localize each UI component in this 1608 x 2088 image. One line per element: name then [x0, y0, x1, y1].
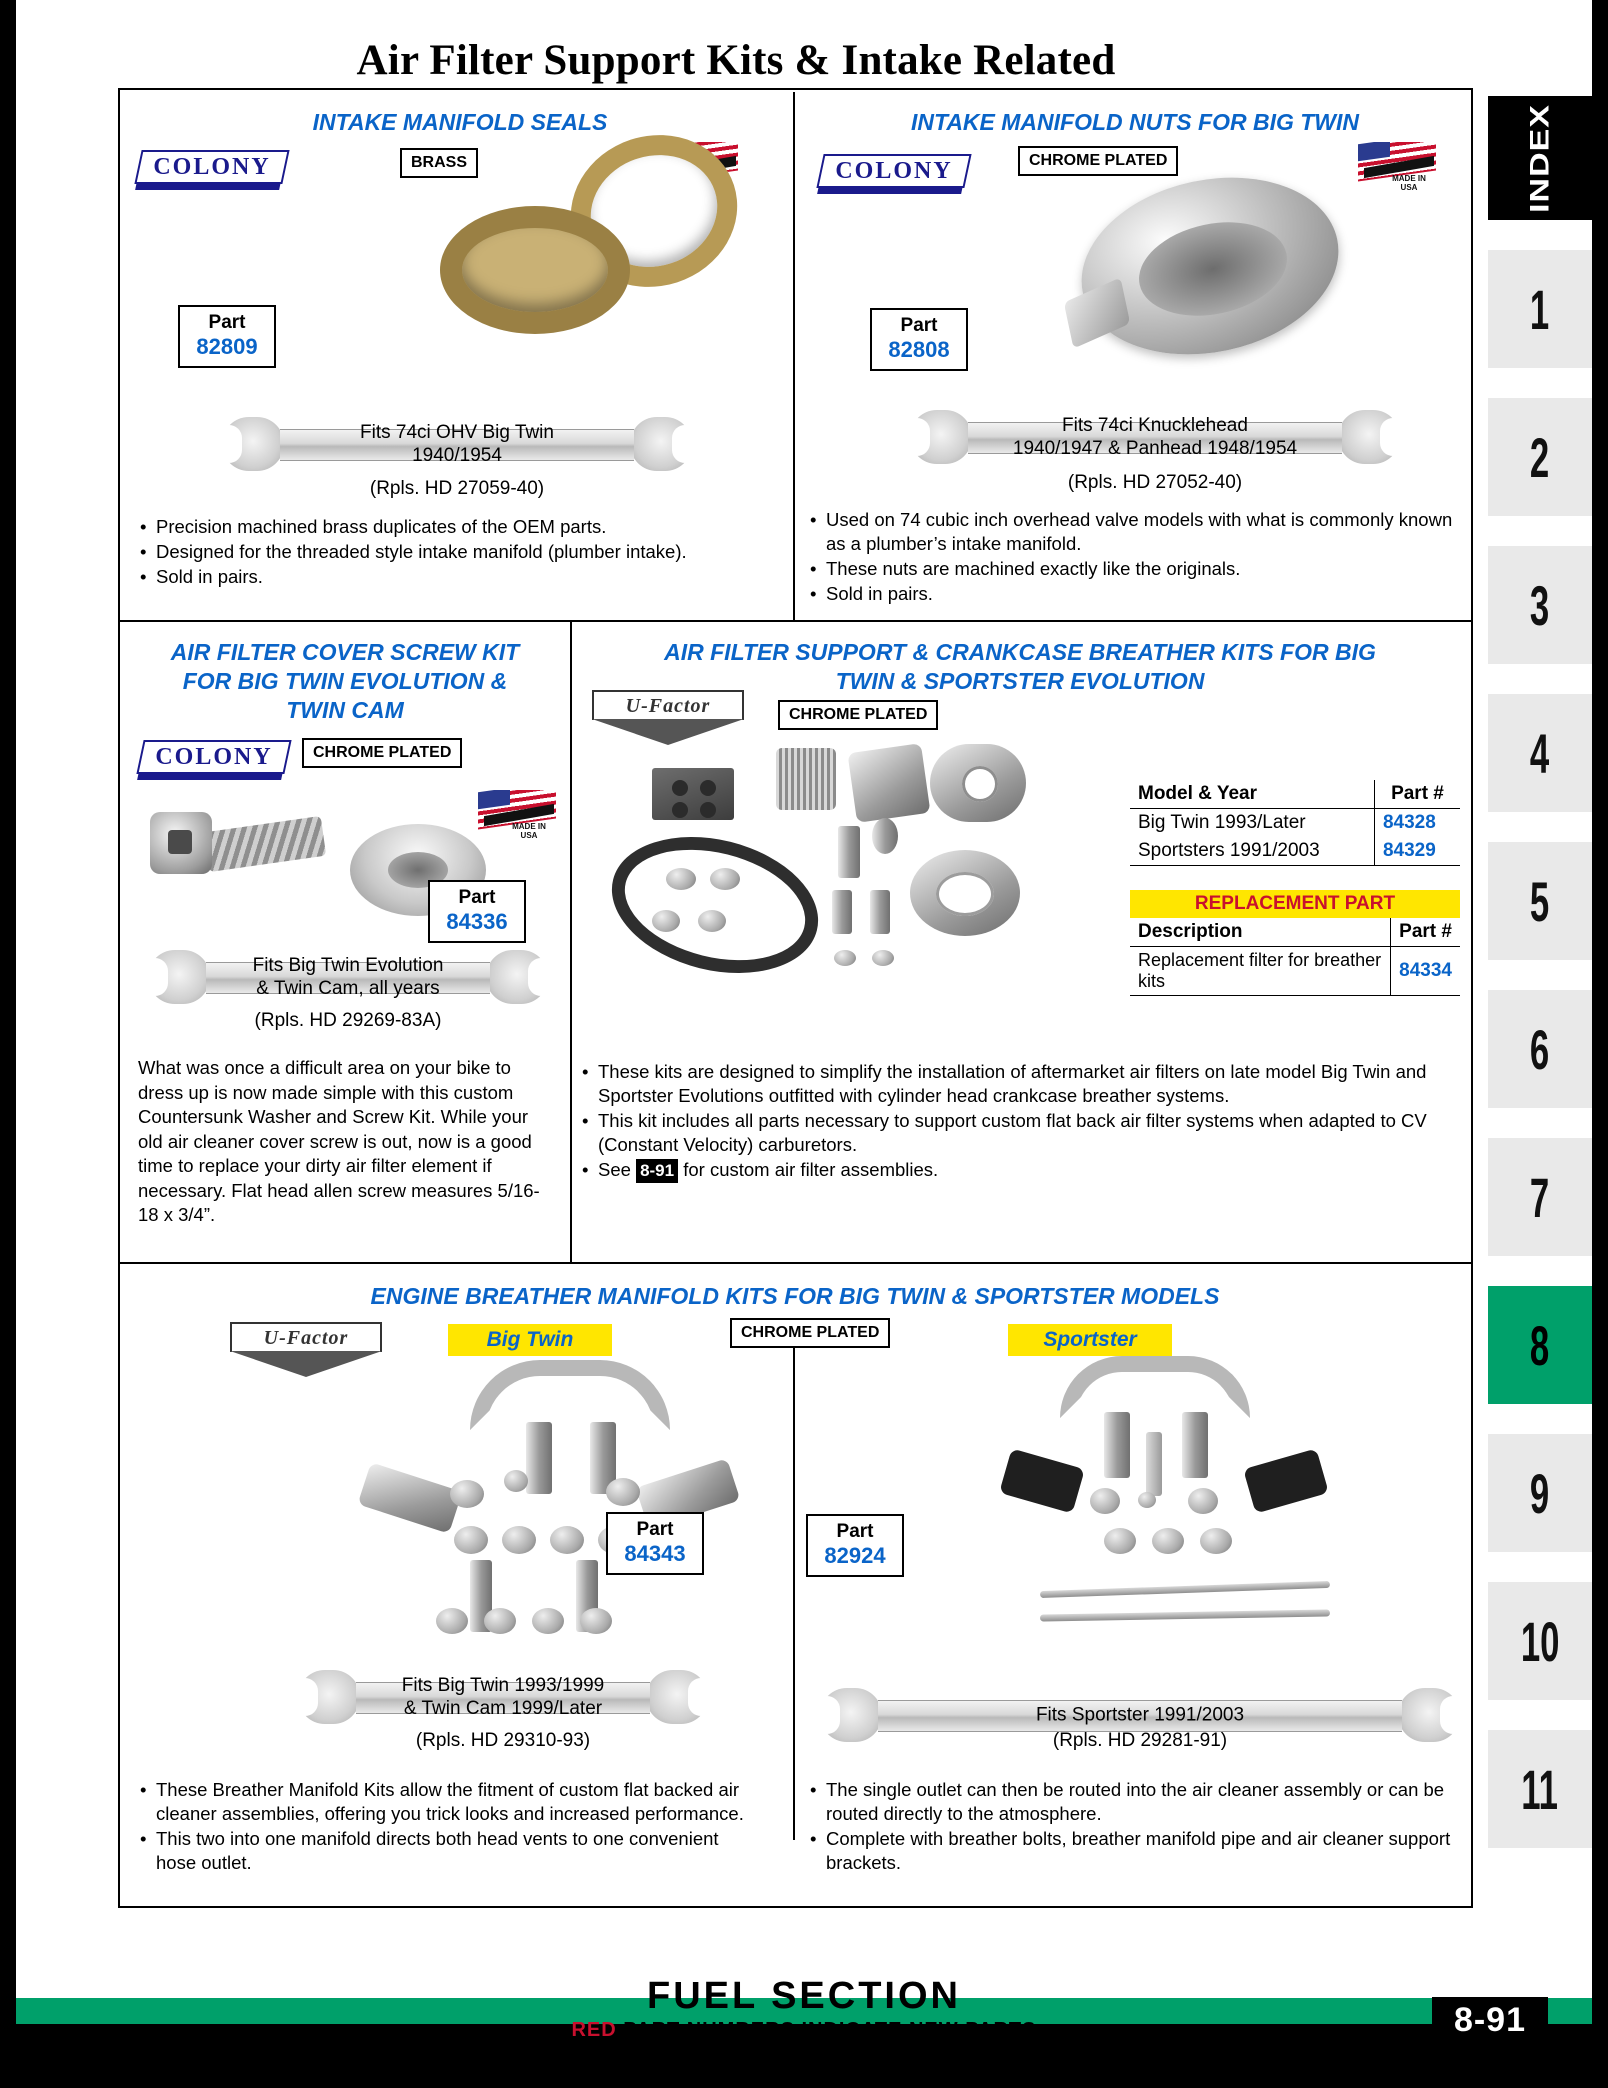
fitment-banner-nuts — [910, 408, 1400, 466]
fitment-text: Fits Sportster 1991/2003 — [1035, 1704, 1245, 1726]
index-rail — [1488, 96, 1592, 1896]
index-tab-label: 11 — [1521, 1757, 1559, 1821]
page-title: Air Filter Support Kits & Intake Related — [356, 37, 1116, 84]
col-header-part-number: Part # — [1391, 918, 1460, 947]
col-header-model-year: Model & Year — [1138, 783, 1257, 804]
index-tab-label: 2 — [1530, 425, 1550, 489]
bullets-support-breather-kits — [582, 1060, 1462, 1184]
gasket-plate — [652, 768, 734, 820]
table-row — [1130, 809, 1460, 838]
table-row — [1130, 947, 1460, 996]
bullet-item-see-ref — [582, 1158, 1462, 1183]
title-line-1: AIR FILTER COVER SCREW KIT — [170, 639, 520, 665]
content-frame — [118, 88, 1473, 1908]
part-label: Part — [458, 887, 496, 908]
cell-model-year: Big Twin 1993/Later — [1138, 812, 1306, 833]
tag-big-twin: Big Twin — [448, 1324, 612, 1356]
bullet-item: • These Breather Manifold Kits allow the fitment of custom flat backed air cleaner assemblies, offering you trick looks and increased performance. — [140, 1778, 760, 1826]
part-box-82924 — [806, 1514, 904, 1577]
fitment-line-1: Fits Big Twin 1993/1999 — [401, 1675, 605, 1696]
divider-vertical-middle — [570, 622, 572, 1262]
section-title-intake-manifold-seals: INTAKE MANIFOLD SEALS — [312, 109, 608, 135]
colony-logo-text: COLONY — [835, 157, 953, 184]
cell-part-number: 84328 — [1374, 809, 1460, 838]
fitment-banner-seals — [222, 415, 692, 473]
bullet-item: • These nuts are machined exactly like the originals. — [810, 557, 1460, 581]
fitment-line-2: & Twin Cam, all years — [256, 978, 440, 999]
index-tab-label: 5 — [1530, 869, 1550, 933]
fitment-text — [188, 954, 508, 1000]
breather-bolt-left — [1104, 1412, 1130, 1478]
part-number: 84336 — [446, 909, 508, 934]
breather-bolt-left — [526, 1422, 552, 1494]
brass-ring-front — [440, 206, 630, 334]
colony-logo-text: COLONY — [153, 153, 271, 180]
col-header-part-number: Part # — [1374, 780, 1460, 809]
bullet-item: • Precision machined brass duplicates of the OEM parts. — [140, 515, 780, 539]
bullet-item: • The single outlet can then be routed into the air cleaner assembly or can be routed directly to the atmosphere. — [810, 1778, 1460, 1826]
product-image-support-breather-kit — [580, 740, 1140, 1070]
support-bracket-a — [847, 743, 930, 823]
divider-horizontal-2 — [120, 1262, 1471, 1264]
cell-description: Replacement filter for breather kits — [1138, 950, 1382, 991]
page-number: 8-91 — [1432, 1997, 1548, 2044]
bullets-big-twin — [140, 1778, 760, 1876]
part-label: Part — [836, 1521, 874, 1542]
index-tab-10[interactable] — [1488, 1582, 1592, 1700]
index-tab-1[interactable] — [1488, 250, 1592, 368]
part-box-84336 — [428, 880, 526, 943]
badge-chrome-plated-support-kits: CHROME PLATED — [778, 700, 938, 730]
manifold-pipe — [470, 1360, 670, 1430]
bullets-seals — [140, 515, 780, 590]
support-bracket-right — [1243, 1448, 1329, 1513]
fitment-line-2: 1940/1947 & Panhead 1948/1954 — [1012, 438, 1298, 459]
part-box-82809 — [178, 305, 276, 368]
badge-chrome-plated-nuts: CHROME PLATED — [1018, 146, 1178, 176]
title-line-2: FOR BIG TWIN EVOLUTION & — [182, 668, 508, 694]
table-replacement-part — [1130, 918, 1460, 996]
section-title-intake-manifold-nuts: INTAKE MANIFOLD NUTS FOR BIG TWIN — [910, 109, 1360, 135]
fitment-line-1: Fits 74ci OHV Big Twin — [360, 422, 554, 443]
bullet-item: • Sold in pairs. — [140, 565, 780, 589]
fitment-line-2: & Twin Cam 1999/Later — [403, 1698, 603, 1719]
rpls-sportster: (Rpls. HD 29281-91) — [1052, 1730, 1228, 1751]
cell-model-year: Sportsters 1991/2003 — [1138, 840, 1320, 861]
divider-vertical-top — [793, 92, 795, 622]
part-label: Part — [900, 315, 938, 336]
index-tab-5[interactable] — [1488, 842, 1592, 960]
cell-part-number: 84334 — [1391, 947, 1460, 996]
breather-tube-2 — [1040, 1609, 1330, 1621]
index-tab-label: 1 — [1530, 277, 1550, 341]
title-line-3: TWIN CAM — [286, 697, 404, 723]
part-number: 82809 — [196, 334, 258, 359]
table-row — [1130, 837, 1460, 866]
breather-bolt-2 — [832, 890, 852, 934]
bullet-item: • This kit includes all parts necessary to support custom flat back air filter systems when adapted to CV (Constant Velocity) carburetors. — [582, 1109, 1462, 1157]
index-tab-label: 4 — [1530, 721, 1550, 785]
part-box-84343 — [606, 1512, 704, 1575]
section-title-cover-screw-kit — [130, 638, 560, 725]
colony-logo-nuts — [816, 154, 971, 188]
index-tab-label: 6 — [1530, 1017, 1550, 1081]
index-label-text: INDEX — [1524, 103, 1555, 213]
colony-logo-text: COLONY — [155, 743, 273, 770]
index-tab-6[interactable] — [1488, 990, 1592, 1108]
ufactor-logo-text: U-Factor — [230, 1322, 382, 1352]
part-number: 82808 — [888, 337, 950, 362]
index-tab-label: 8 — [1530, 1313, 1550, 1377]
breather-bolt-1 — [838, 826, 860, 878]
index-label — [1488, 96, 1592, 220]
breather-tube-1 — [1040, 1581, 1330, 1598]
colony-logo-seals — [134, 150, 289, 184]
table-model-year — [1130, 780, 1460, 866]
footer-note-red: RED — [571, 2019, 617, 2041]
index-tab-label: 10 — [1520, 1609, 1560, 1673]
breather-bolt-right — [1182, 1412, 1208, 1478]
manifold-pipe — [1060, 1356, 1250, 1418]
badge-chrome-plated-screw-kit: CHROME PLATED — [302, 738, 462, 768]
index-tab-2[interactable] — [1488, 398, 1592, 516]
section-title-breather-manifold-kits: ENGINE BREATHER MANIFOLD KITS FOR BIG TWIN & SPORTSTER MODELS — [370, 1283, 1220, 1309]
bullet-item: • These kits are designed to simplify the installation of aftermarket air filters on late model Big Twin and Sportster Evolutions outfitted with cylinder head crankcase breather systems. — [582, 1060, 1462, 1108]
badge-brass: BRASS — [400, 148, 478, 178]
fitment-line-1: Fits Big Twin Evolution — [252, 955, 444, 976]
title-line-2: TWIN & SPORTSTER EVOLUTION — [835, 668, 1205, 694]
footer-note — [0, 2019, 1608, 2042]
fitment-text — [338, 1674, 668, 1720]
index-tab-8-active[interactable] — [1488, 1286, 1592, 1404]
page-border-bottom — [0, 2066, 1608, 2088]
fitment-banner-big-twin — [298, 1668, 708, 1726]
index-tab-11[interactable] — [1488, 1730, 1592, 1848]
bullet-item: • Used on 74 cubic inch overhead valve models with what is commonly known as a plumber’s intake manifold. — [810, 508, 1460, 556]
screw-shaft — [204, 816, 326, 872]
index-tab-7[interactable] — [1488, 1138, 1592, 1256]
see-prefix: See — [598, 1159, 637, 1180]
support-bracket-left — [999, 1448, 1085, 1513]
part-number: 82924 — [824, 1543, 886, 1568]
table-header-row — [1130, 780, 1460, 809]
made-in-usa-icon: MADE IN USA — [478, 790, 556, 838]
divider-vertical-bottom — [793, 1320, 795, 1840]
bullet-item: • Designed for the threaded style intake manifold (plumber intake). — [140, 540, 780, 564]
index-tab-9[interactable] — [1488, 1434, 1592, 1552]
fitment-line-2: 1940/1954 — [412, 445, 502, 466]
footer-note-rest: PART NUMBERS INDICATE NEW PARTS — [616, 2019, 1037, 2041]
index-tab-3[interactable] — [1488, 546, 1592, 664]
divider-horizontal-1 — [120, 620, 1471, 622]
breather-bolt-3 — [870, 890, 890, 934]
ufactor-logo-support-kits — [592, 690, 744, 746]
page-border-right — [1592, 0, 1608, 2088]
part-box-82808 — [870, 308, 968, 371]
tag-sportster: Sportster — [1008, 1324, 1172, 1356]
made-in-usa-icon: MADE IN USA — [1358, 142, 1436, 190]
section-title-support-breather-kits — [580, 638, 1460, 696]
product-image-sportster-kit — [1000, 1356, 1420, 1676]
bullet-item: • Sold in pairs. — [810, 582, 1460, 606]
bullet-item: • This two into one manifold directs both head vents to one convenient hose outlet. — [140, 1827, 760, 1875]
rpls-screw-kit: (Rpls. HD 29269-83A) — [254, 1010, 442, 1031]
index-tab-4[interactable] — [1488, 694, 1592, 812]
rpls-big-twin: (Rpls. HD 29310-93) — [415, 1730, 591, 1751]
product-image-big-twin-kit — [350, 1360, 790, 1660]
rpls-seals: (Rpls. HD 27059-40) — [369, 478, 545, 499]
fitting-1 — [872, 818, 898, 854]
bullet-item: • Complete with breather bolts, breather manifold pipe and air cleaner support brackets. — [810, 1827, 1460, 1875]
col-header-description: Description — [1138, 921, 1243, 942]
part-number: 84343 — [624, 1541, 686, 1566]
index-tab-label: 7 — [1530, 1165, 1550, 1229]
index-tab-label: 9 — [1530, 1461, 1550, 1525]
fitment-text — [950, 414, 1360, 460]
colony-logo-screw-kit — [136, 740, 291, 774]
bullets-sportster — [810, 1778, 1460, 1876]
breather-hose — [597, 817, 832, 994]
replacement-part-banner: REPLACEMENT PART — [1130, 890, 1460, 918]
footer-section-title: FUEL SECTION — [647, 1975, 961, 2017]
rpls-nuts: (Rpls. HD 27052-40) — [1067, 472, 1243, 493]
paragraph-screw-kit: What was once a difficult area on your bike to dress up is now made simple with this custom Countersunk Washer and Screw Kit. While your old air cleaner cover screw is out, now is a good time to replace your dirty air filter element if necessary. Flat head allen screw measures 5/16-18 x 3/4”. — [138, 1057, 540, 1225]
index-tab-label: 3 — [1530, 573, 1550, 637]
product-image-manifold-nuts — [970, 150, 1390, 390]
fitment-text — [262, 421, 652, 467]
breather-filter — [776, 748, 836, 810]
cell-part-number: 84329 — [1374, 837, 1460, 866]
title-line-1: AIR FILTER SUPPORT & CRANKCASE BREATHER KITS FOR BIG — [664, 639, 1376, 665]
table-header-row — [1130, 918, 1460, 947]
page-border-left — [0, 0, 16, 2088]
product-image-manifold-seals — [320, 120, 740, 370]
allen-socket — [168, 830, 192, 854]
support-bracket-left — [358, 1462, 463, 1534]
fitment-line-1: Fits 74ci Knucklehead — [1062, 415, 1248, 436]
ufactor-logo-text: U-Factor — [592, 690, 744, 720]
see-suffix: for custom air filter assemblies. — [678, 1159, 939, 1180]
badge-chrome-plated-breather-kits: CHROME PLATED — [730, 1318, 890, 1348]
fitment-banner-screw-kit — [148, 948, 548, 1006]
page-reference-link[interactable]: 8-91 — [636, 1159, 678, 1183]
bullets-nuts — [810, 508, 1460, 607]
part-label: Part — [208, 312, 246, 333]
part-label: Part — [636, 1519, 674, 1540]
